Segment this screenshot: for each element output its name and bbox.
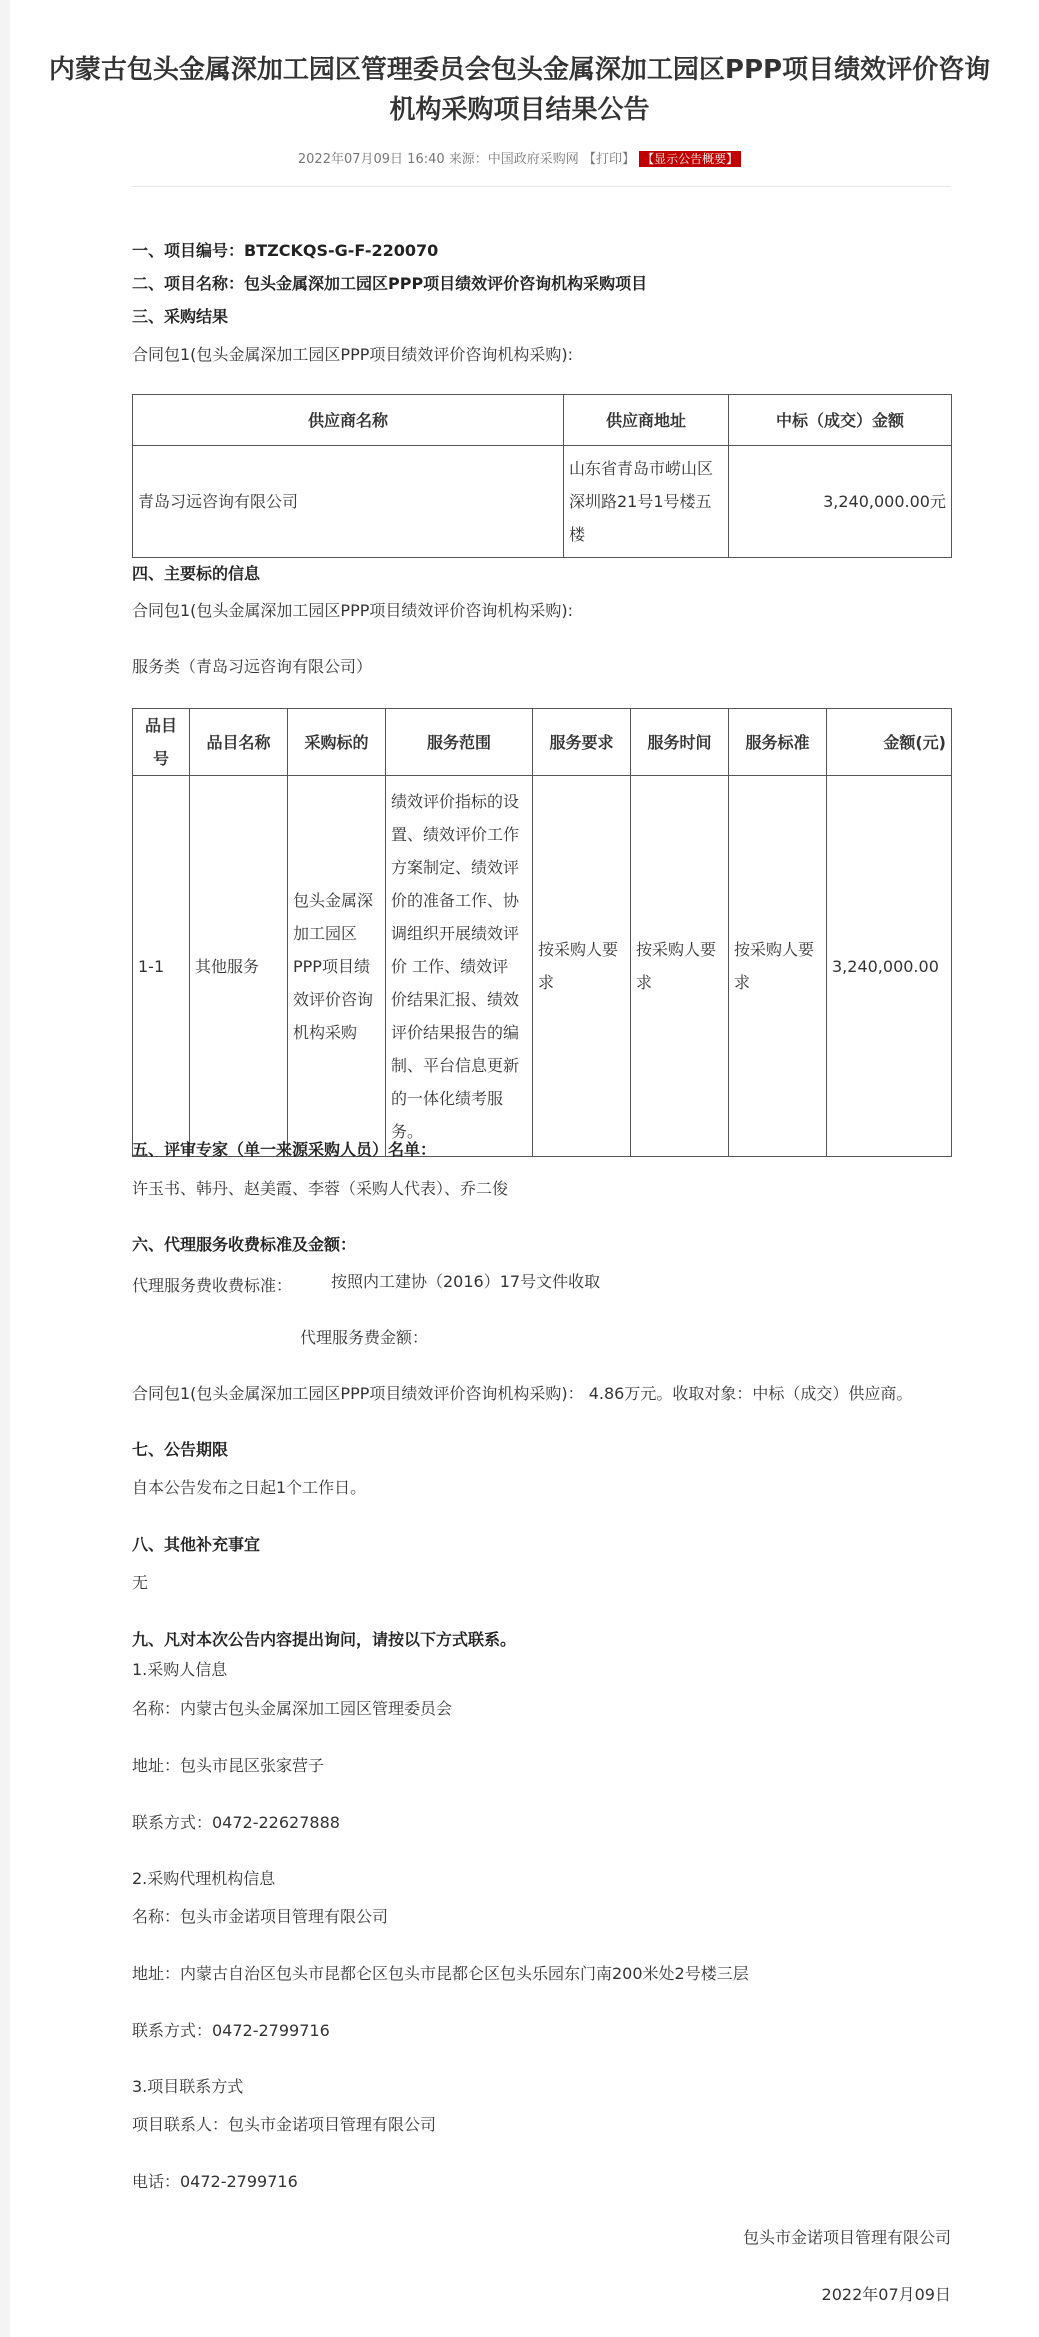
header-time: 服务时间	[631, 709, 729, 776]
header-item-no: 品目号	[133, 709, 190, 776]
address-line: 山东省青岛市崂山区	[569, 459, 714, 478]
project-contact-person: 项目联系人：包头市金诺项目管理有限公司	[132, 2115, 437, 2134]
page-edge	[0, 0, 10, 2337]
header-item-name: 品目名称	[190, 709, 288, 776]
project-contact-phone: 电话：0472-2799716	[132, 2172, 298, 2191]
section-agency-fee: 六、代理服务收费标准及金额：	[132, 1235, 357, 1254]
package-label: 合同包1(包头金属深加工园区PPP项目绩效评价咨询机构采购):	[132, 345, 574, 364]
header-amount: 金额(元)	[827, 709, 952, 776]
header-award-amount: 中标（成交）金额	[729, 395, 952, 446]
signature-date: 2022年07月09日	[821, 2285, 951, 2304]
standard-line: 按采购人要	[734, 940, 815, 959]
package-label: 合同包1(包头金属深加工园区PPP项目绩效评价咨询机构采购):	[132, 601, 574, 620]
scope-line: 务。	[391, 1121, 424, 1141]
section-project-number: 一、项目编号：BTZCKQS-G-F-220070	[132, 241, 439, 260]
scope-line: 调组织开展绩效评	[391, 923, 520, 943]
requirement-line: 求	[538, 973, 555, 992]
header-scope: 服务范围	[386, 709, 533, 776]
agency-contact: 联系方式：0472-2799716	[132, 2021, 330, 2040]
section-main-subject: 四、主要标的信息	[132, 564, 261, 583]
scope-line: 方案制定、绩效评	[391, 857, 520, 877]
result-table	[132, 394, 952, 558]
result-table-header	[133, 395, 952, 446]
meta-bar	[0, 149, 1039, 170]
show-summary-button[interactable]: 【显示公告概要】	[639, 151, 741, 167]
project-contact-title: 3.项目联系方式	[132, 2077, 244, 2096]
scope-line: 置、绩效评价工作	[391, 824, 520, 844]
title-line-1: 内蒙古包头金属深加工园区管理委员会包头金属深加工园区PPP项目绩效评价咨询	[48, 55, 991, 85]
purchaser-info-title: 1.采购人信息	[132, 1660, 228, 1679]
scope-line: 价的准备工作、协	[391, 890, 520, 910]
page-title	[20, 50, 1019, 130]
item-no: 1-1	[133, 776, 190, 1157]
section-contact: 九、凡对本次公告内容提出询问，请按以下方式联系。	[132, 1630, 517, 1649]
item-standard	[729, 776, 827, 1157]
subject-line: 机构采购	[293, 1022, 358, 1042]
fee-standard-label: 代理服务费收费标准：	[132, 1276, 293, 1295]
signature-org: 包头市金诺项目管理有限公司	[742, 2228, 951, 2247]
item-time	[631, 776, 729, 1157]
subject-line: 包头金属深	[293, 890, 374, 910]
purchaser-contact: 联系方式：0472-22627888	[132, 1813, 340, 1832]
item-table-header	[133, 709, 952, 776]
fee-detail: 合同包1(包头金属深加工园区PPP项目绩效评价咨询机构采购)： 4.86万元。收取对象：中标（成交）供应商。	[132, 1384, 913, 1403]
scope-line: 制、平台信息更新	[391, 1055, 520, 1075]
header-subject: 采购标的	[288, 709, 386, 776]
supplier-address	[564, 446, 729, 558]
item-table	[132, 708, 952, 1157]
header-supplier-name: 供应商名称	[133, 395, 564, 446]
item-subject	[288, 776, 386, 1157]
expert-list: 许玉书、韩丹、赵美霞、李蓉（采购人代表）、乔二俊	[132, 1179, 509, 1198]
scope-line: 价结果汇报、绩效	[391, 989, 520, 1009]
subject-line: PPP项目绩	[293, 956, 370, 976]
subject-line: 加工园区	[293, 923, 358, 943]
section-project-name: 二、项目名称：包头金属深加工园区PPP项目绩效评价咨询机构采购项目	[132, 274, 648, 293]
purchaser-address: 地址：包头市昆区张家营子	[132, 1756, 325, 1775]
section-procurement-result: 三、采购结果	[132, 307, 229, 326]
item-name: 其他服务	[190, 776, 288, 1157]
address-line: 楼	[569, 525, 586, 544]
subject-line: 效评价咨询	[293, 989, 374, 1009]
table-row	[133, 446, 952, 558]
award-amount: 3,240,000.00元	[729, 446, 952, 558]
header-supplier-address: 供应商地址	[564, 395, 729, 446]
time-line: 按采购人要	[636, 940, 717, 959]
table-row	[133, 776, 952, 1157]
other-matters: 无	[132, 1573, 149, 1592]
header-requirement: 服务要求	[533, 709, 631, 776]
title-line-2: 机构采购项目结果公告	[389, 95, 650, 125]
scope-line: 评价结果报告的编	[391, 1022, 520, 1042]
service-type: 服务类（青岛习远咨询有限公司）	[132, 657, 373, 676]
scope-line: 的一体化绩考服	[391, 1088, 504, 1108]
item-amount: 3,240,000.00	[827, 776, 952, 1157]
section-other-matters: 八、其他补充事宜	[132, 1535, 261, 1554]
scope-line: 绩效评价指标的设	[391, 791, 520, 811]
time-line: 求	[636, 973, 653, 992]
title-divider	[132, 186, 951, 187]
fee-standard-value: 按照内工建协（2016）17号文件收取	[331, 1272, 601, 1291]
section-experts: 五、评审专家（单一来源采购人员）名单：	[132, 1140, 437, 1159]
section-notice-period: 七、公告期限	[132, 1440, 229, 1459]
requirement-line: 按采购人要	[538, 940, 619, 959]
fee-amount-label: 代理服务费金额：	[300, 1328, 429, 1347]
print-link[interactable]: 【打印】	[582, 152, 635, 167]
source-label: 来源：	[448, 152, 488, 167]
item-requirement	[533, 776, 631, 1157]
supplier-name: 青岛习远咨询有限公司	[133, 446, 564, 558]
agency-name: 名称：包头市金诺项目管理有限公司	[132, 1907, 389, 1926]
address-line: 深圳路21号1号楼五	[569, 492, 712, 511]
notice-period: 自本公告发布之日起1个工作日。	[132, 1478, 367, 1497]
purchaser-name: 名称：内蒙古包头金属深加工园区管理委员会	[132, 1699, 453, 1718]
agency-info-title: 2.采购代理机构信息	[132, 1869, 276, 1888]
header-standard: 服务标准	[729, 709, 827, 776]
item-scope	[386, 776, 533, 1157]
agency-address: 地址：内蒙古自治区包头市昆都仑区包头市昆都仑区包头乐园东门南200米处2号楼三层	[132, 1964, 749, 1983]
standard-line: 求	[734, 973, 751, 992]
scope-line: 价 工作、绩效评	[391, 956, 509, 976]
source-name: 中国政府采购网	[487, 152, 579, 167]
publish-date: 2022年07月09日 16:40	[297, 152, 445, 167]
